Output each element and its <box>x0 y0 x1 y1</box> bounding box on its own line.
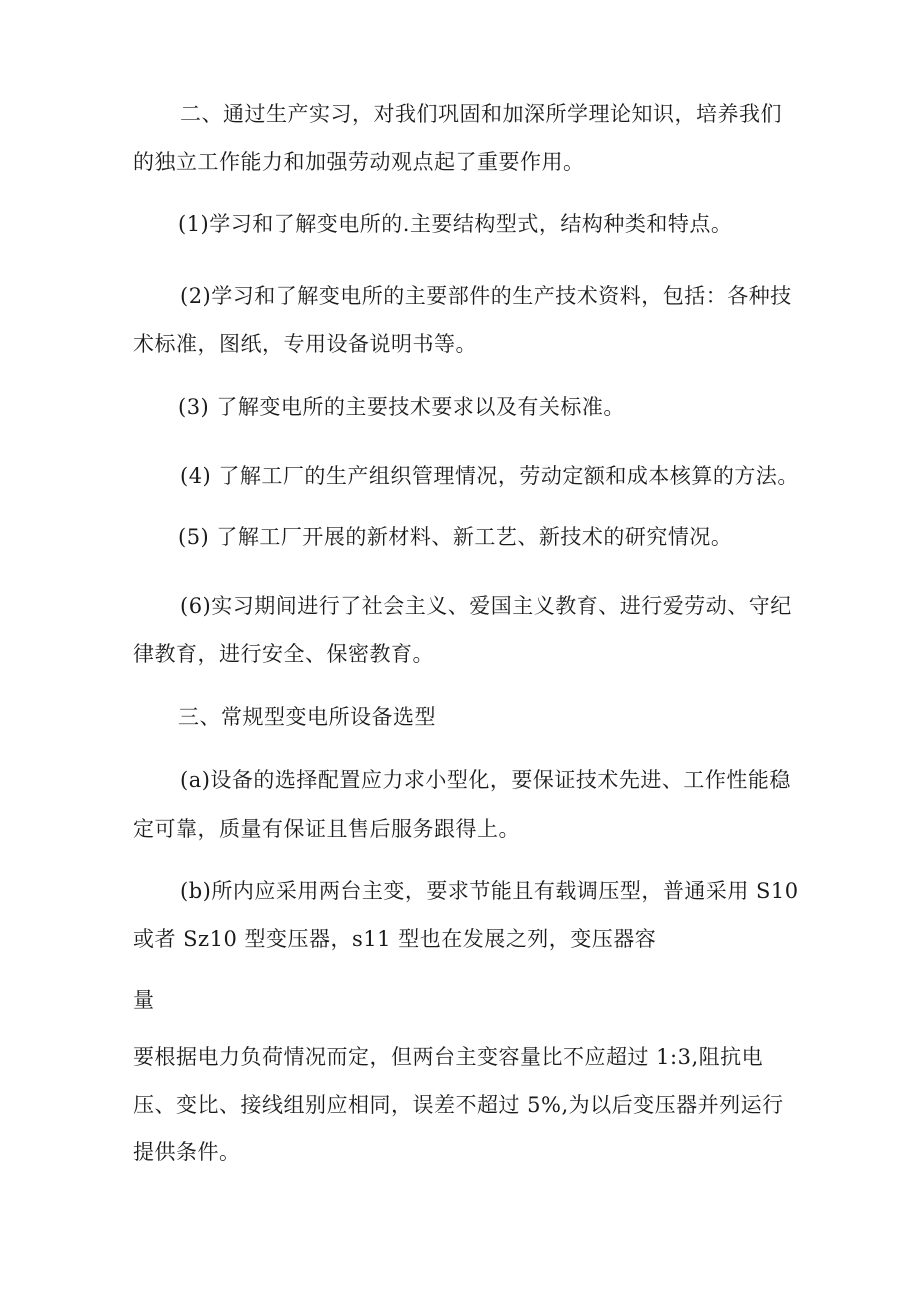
paragraph-line: 要根据电力负荷情况而定，但两台主变容量比不应超过 1:3,阻抗电 <box>133 1045 764 1069</box>
paragraph-line: (4) 了解工厂的生产组织管理情况，劳动定额和成本核算的方法。 <box>180 464 799 488</box>
paragraph-line: 压、变比、接线组别应相同，误差不超过 5%,为以后变压器并列运行 <box>133 1093 784 1117</box>
paragraph-line: 二、通过生产实习，对我们巩固和加深所学理论知识，培养我们 <box>180 102 782 126</box>
paragraph-line: 提供条件。 <box>133 1140 241 1164</box>
paragraph-line: (5) 了解工厂开展的新材料、新工艺、新技术的研究情况。 <box>178 525 733 549</box>
paragraph-line: 术标准，图纸，专用设备说明书等。 <box>133 332 477 356</box>
paragraph-line: (6)实习期间进行了社会主义、爱国主义教育、进行爱劳动、守纪 <box>180 594 792 618</box>
paragraph-line: (2)学习和了解变电所的主要部件的生产技术资料，包括：各种技 <box>180 284 792 308</box>
paragraph-line: 或者 Sz10 型变压器，s11 型也在发展之列，变压器容 <box>133 927 657 951</box>
paragraph-line: (1)学习和了解变电所的.主要结构型式，结构种类和特点。 <box>178 212 733 236</box>
section-heading: 三、常规型变电所设备选型 <box>178 705 436 729</box>
paragraph-line: (3) 了解变电所的主要技术要求以及有关标准。 <box>178 395 625 419</box>
paragraph-line: 定可靠，质量有保证且售后服务跟得上。 <box>133 817 520 841</box>
paragraph-line: 律教育，进行安全、保密教育。 <box>133 642 434 666</box>
paragraph-line: (b)所内应采用两台主变，要求节能且有载调压型，普通采用 S10 <box>180 879 799 903</box>
paragraph-line: (a)设备的选择配置应力求小型化，要保证技术先进、工作性能稳 <box>180 768 791 792</box>
paragraph-line: 的独立工作能力和加强劳动观点起了重要作用。 <box>133 150 585 174</box>
paragraph-line: 量 <box>133 988 155 1012</box>
